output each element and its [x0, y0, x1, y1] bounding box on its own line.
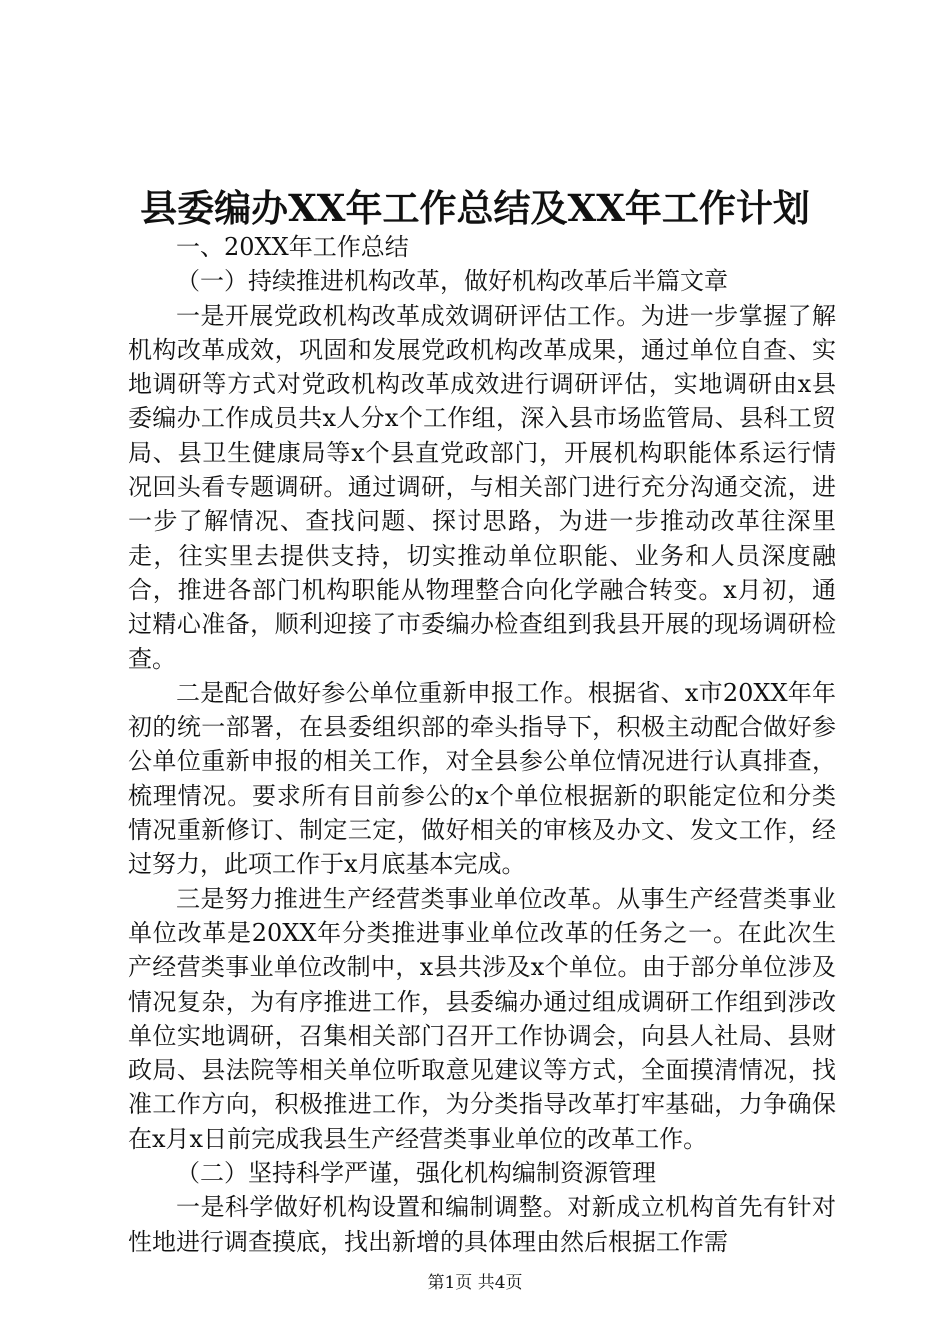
page-number-footer: 第1页 共4页 [427, 1273, 523, 1293]
document-body [128, 230, 836, 1259]
body-paragraph: 二是配合做好参公单位重新申报工作。根据省、x市20XX年年初的统一部署，在县委组织部的牵头指导下，积极主动配合做好参公单位重新申报的相关工作，对全县参公单位情况进行认真排查，梳理情况。要求所有目前参公的x个单位根据新的职能定位和分类情况重新修订、制定三定，做好相关的审核及办文、发文工作，经过努力，此项工作于x月底基本完成。 [128, 678, 836, 879]
section-heading-1: 一、20XX年工作总结 [176, 233, 409, 261]
subsection-heading-1: （一）持续推进机构改革，做好机构改革后半篇文章 [176, 267, 728, 296]
body-paragraph: 一是开展党政机构改革成效调研评估工作。为进一步掌握了解机构改革成效，巩固和发展党政机构改革成果，通过单位自查、实地调研等方式对党政机构改革成效进行调研评估，实地调研由x县委编办工作成员共x人分x个工作组，深入县市场监管局、县科工贸局、县卫生健康局等x个县直党政部门，开展机构职能体系运行情况回头看专题调研。通过调研，与相关部门进行充分沟通交流，进一步了解情况、查找问题、探讨思路，为进一步推动改革往深里走，往实里去提供支持，切实推动单位职能、业务和人员深度融合，推进各部门机构职能从物理整合向化学融合转变。x月初，通过精心准备，顺利迎接了市委编办检查组到我县开展的现场调研检查。 [128, 301, 836, 673]
document-title: 县委编办XX年工作总结及XX年工作计划 [140, 186, 810, 230]
body-paragraph: 三是努力推进生产经营类事业单位改革。从事生产经营类事业单位改革是20XX年分类推进事业单位改革的任务之一。在此次生产经营类事业单位改制中，x县共涉及x个单位。由于部分单位涉及情况复杂，为有序推进工作，县委编办通过组成调研工作组到涉改单位实地调研，召集相关部门召开工作协调会，向县人社局、县财政局、县法院等相关单位听取意见建议等方式，全面摸清情况，找准工作方向，积极推进工作，为分类指导改革打牢基础，力争确保在x月x日前完成我县生产经营类事业单位的改革工作。 [128, 884, 836, 1153]
subsection-heading-2: （二）坚持科学严谨，强化机构编制资源管理 [176, 1159, 656, 1188]
body-paragraph: 一是科学做好机构设置和编制调整。对新成立机构首先有针对性地进行调查摸底，找出新增的具体理由然后根据工作需 [128, 1193, 836, 1256]
